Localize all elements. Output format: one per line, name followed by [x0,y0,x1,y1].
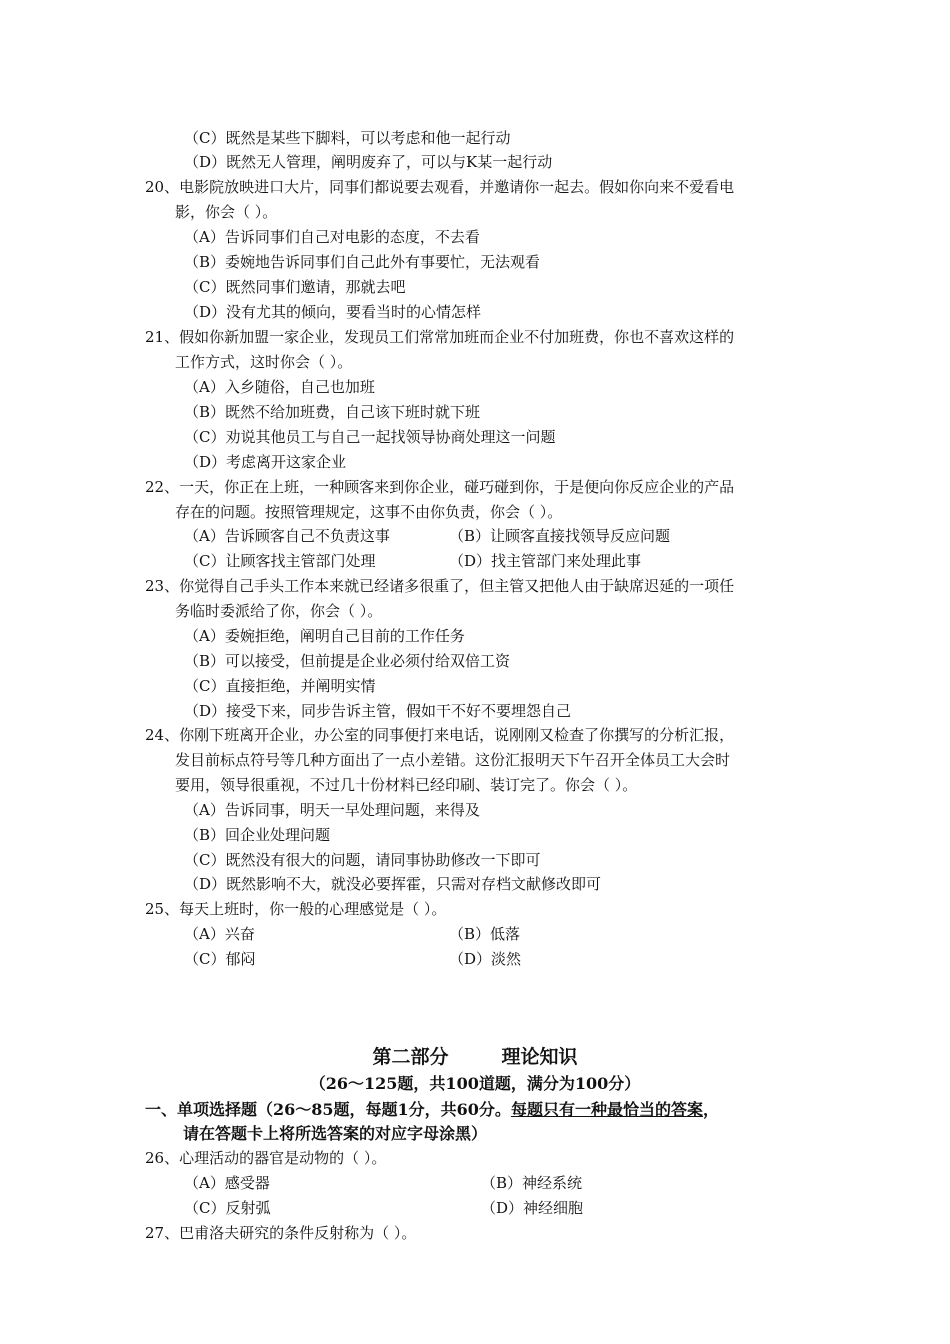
q22-option-a: （A）告诉顾客自己不负责这事 [184,527,390,545]
q24-option-c: （C）既然没有很大的问题，请同事协助修改一下即可 [184,851,541,869]
q20-option-a: （A）告诉同事们自己对电影的态度，不去看 [184,228,480,246]
q24-option-b: （B）回企业处理问题 [184,826,331,844]
q21-stem: 21、假如你新加盟一家企业，发现员工们常常加班而企业不付加班费，你也不喜欢这样的 [145,328,735,346]
part-subtitle: （26～125题，共100道题，满分为100分） [309,1074,641,1093]
q22-option-d: （D）找主管部门来处理此事 [449,552,642,570]
q22-option-b: （B）让顾客直接找领导反应问题 [449,527,671,545]
part-title: 第二部分 理论知识 [372,1046,578,1068]
q25-option-c: （C）郁闷 [184,950,256,968]
q24-stem-cont-1: 发目前标点符号等几种方面出了一点小差错。这份汇报明天下午召开全体员工大会时 [175,751,731,769]
q27-stem: 27、巴甫洛夫研究的条件反射称为（ ）。 [145,1224,417,1242]
q22-option-c: （C）让顾客找主管部门处理 [184,552,376,570]
q21-option-c: （C）劝说其他员工与自己一起找领导协商处理这一问题 [184,428,556,446]
q21-option-d: （D）考虑离开这家企业 [184,453,347,471]
q24-option-a: （A）告诉同事，明天一早处理问题，来得及 [184,801,480,819]
q26-option-c: （C）反射弧 [184,1199,271,1217]
q25-stem: 25、每天上班时，你一般的心理感觉是（ ）。 [145,900,447,918]
section-heading-comma: ， [702,1100,719,1119]
q22-stem: 22、一天，你正在上班，一种顾客来到你企业，碰巧碰到你，于是便向你反应企业的产品 [145,478,735,496]
q23-stem-cont: 务临时委派给了你，你会（ ）。 [175,602,383,620]
q23-option-a: （A）委婉拒绝，阐明自己目前的工作任务 [184,627,465,645]
q23-option-c: （C）直接拒绝，并阐明实情 [184,677,376,695]
q26-stem: 26、心理活动的器官是动物的（ ）。 [145,1149,387,1167]
q23-stem: 23、你觉得自己手头工作本来就已经诸多很重了，但主管又把他人由于缺席迟延的一项任 [145,577,735,595]
q23-option-d: （D）接受下来，同步告诉主管，假如干不好不要埋怨自己 [184,702,572,720]
section-heading [145,1098,719,1122]
q26-option-a: （A）感受器 [184,1174,270,1192]
section-heading-cont: 请在答题卡上将所选答案的对应字母涂黑） [183,1124,488,1143]
q25-option-b: （B）低落 [449,925,521,943]
q19-option-c: （C）既然是某些下脚料，可以考虑和他一起行动 [184,129,511,147]
q21-option-b: （B）既然不给加班费，自己该下班时就下班 [184,403,481,421]
q21-option-a: （A）入乡随俗，自己也加班 [184,378,375,396]
q24-stem-cont-2: 要用，领导很重视，不过几十份材料已经印刷、装订完了。你会（ ）。 [175,776,638,794]
q20-stem: 20、电影院放映进口大片，同事们都说要去观看，并邀请你一起去。假如你向来不爱看电 [145,178,735,196]
q25-option-a: （A）兴奋 [184,925,255,943]
q26-option-b: （B）神经系统 [481,1174,583,1192]
q24-stem: 24、你刚下班离开企业，办公室的同事便打来电话，说刚刚又检查了你撰写的分析汇报， [145,726,735,744]
section-heading-text: 一、单项选择题（26～85题，每题1分，共60分。 [145,1100,511,1119]
q23-option-b: （B）可以接受，但前提是企业必须付给双倍工资 [184,652,511,670]
q24-option-d: （D）既然影响不大，就没必要挥霍，只需对存档文献修改即可 [184,875,602,893]
q21-stem-cont: 工作方式，这时你会（ ）。 [175,353,353,371]
q22-stem-cont: 存在的问题。按照管理规定，这事不由你负责，你会（ ）。 [175,503,563,521]
q25-option-d: （D）淡然 [449,950,522,968]
section-heading-emphasis: 每题只有一种最恰当的答案 [510,1100,703,1119]
q20-option-b: （B）委婉地告诉同事们自己此外有事要忙，无法观看 [184,253,541,271]
q19-option-d: （D）既然无人管理，阐明废弃了，可以与K某一起行动 [184,153,553,171]
q20-option-d: （D）没有尤其的倾向，要看当时的心情怎样 [184,303,482,321]
q20-stem-cont: 影，你会（ ）。 [175,203,278,221]
q26-option-d: （D）神经细胞 [481,1199,584,1217]
q20-option-c: （C）既然同事们邀请，那就去吧 [184,278,406,296]
